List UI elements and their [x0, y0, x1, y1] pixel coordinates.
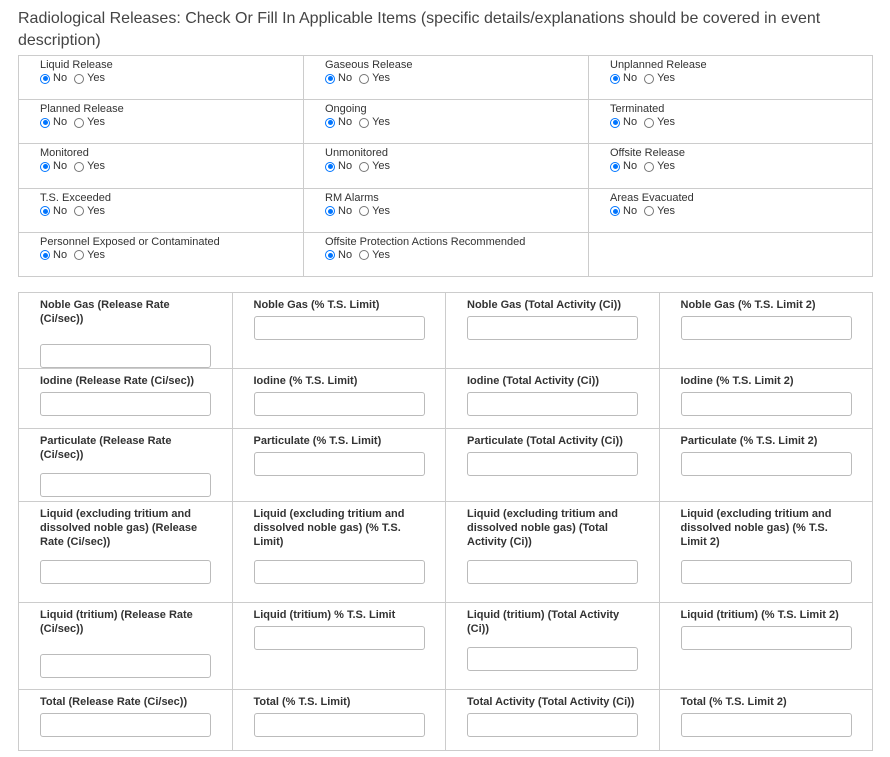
radio-no-label: No — [338, 116, 353, 129]
release-quantities-table — [18, 292, 873, 751]
field-label: Liquid (excluding tritium and dissolved noble gas) (Total Activity (Ci)) — [467, 508, 618, 548]
tritium-ts-limit-2-input[interactable] — [681, 626, 852, 650]
field-label: Noble Gas (Total Activity (Ci)) — [467, 299, 622, 311]
quantity-cell — [232, 603, 446, 690]
radio-yes-label: Yes — [657, 204, 676, 217]
radio-group — [610, 72, 872, 85]
noble-gas-ts-limit-2-input[interactable] — [681, 316, 852, 340]
radio-yes-label: Yes — [372, 204, 391, 217]
radio-no-option[interactable] — [610, 116, 637, 129]
quantity-cell — [659, 502, 873, 603]
field-label: Liquid Release — [40, 59, 113, 71]
field-label: Unplanned Release — [610, 59, 707, 71]
total-ts-limit-2-input[interactable] — [681, 713, 852, 737]
radio-group — [40, 116, 303, 129]
field-label: Planned Release — [40, 103, 124, 116]
radio-group — [40, 249, 303, 262]
radio-no-option[interactable] — [325, 160, 352, 173]
radio-no-option[interactable] — [40, 249, 67, 262]
radio-unchecked-icon[interactable] — [644, 206, 654, 216]
radio-unchecked-icon[interactable] — [74, 250, 84, 260]
radio-group — [40, 160, 303, 173]
radio-no-label: No — [338, 204, 353, 217]
radio-no-option[interactable] — [40, 72, 67, 85]
field-label: Offsite Release — [610, 147, 686, 160]
empty-cell — [589, 232, 873, 276]
release-flag-cell — [304, 100, 589, 144]
radio-yes-option[interactable] — [644, 72, 675, 85]
particulate-release-rate-input[interactable] — [40, 473, 211, 497]
radio-yes-label: Yes — [87, 72, 106, 84]
total-ts-limit-input[interactable] — [254, 713, 425, 737]
release-flag-cell — [304, 232, 589, 276]
quantity-cell — [232, 502, 446, 603]
release-flag-cell — [589, 144, 873, 188]
radio-unchecked-icon[interactable] — [359, 206, 369, 216]
field-label: Total (% T.S. Limit 2) — [680, 696, 787, 708]
field-label: Unmonitored — [325, 147, 388, 160]
radio-checked-icon[interactable] — [325, 162, 335, 172]
radio-yes-label: Yes — [87, 248, 106, 261]
radio-group — [325, 160, 588, 173]
noble-gas-ts-limit-input[interactable] — [254, 316, 425, 340]
radio-group — [325, 116, 588, 129]
radio-no-label: No — [53, 72, 68, 84]
total-release-rate-input[interactable] — [40, 713, 211, 737]
field-label: Particulate (Total Activity (Ci)) — [467, 435, 623, 447]
radio-checked-icon[interactable] — [610, 162, 620, 172]
radio-yes-option[interactable] — [359, 160, 390, 173]
radio-checked-icon[interactable] — [40, 74, 50, 84]
radio-checked-icon[interactable] — [40, 162, 50, 172]
radio-no-label: No — [53, 248, 68, 261]
radio-no-label: No — [623, 160, 638, 173]
field-label: Particulate (% T.S. Limit) — [253, 435, 382, 447]
radio-no-label: No — [338, 72, 353, 84]
field-label: Monitored — [40, 147, 89, 160]
release-flag-cell — [19, 144, 304, 188]
radio-no-option[interactable] — [40, 205, 67, 218]
radio-yes-label: Yes — [372, 248, 391, 261]
quantity-cell — [232, 429, 446, 502]
radio-no-option[interactable] — [610, 160, 637, 173]
radio-checked-icon[interactable] — [325, 74, 335, 84]
quantity-cell — [659, 690, 873, 751]
quantity-cell — [232, 690, 446, 751]
quantity-cell — [659, 369, 873, 429]
radio-yes-option[interactable] — [359, 72, 390, 85]
quantity-cell — [446, 603, 660, 690]
liquid-ts-limit-input[interactable] — [254, 560, 425, 584]
quantity-cell — [446, 293, 660, 369]
quantity-cell — [446, 369, 660, 429]
radio-checked-icon[interactable] — [40, 118, 50, 128]
total-activity-input[interactable] — [467, 713, 638, 737]
field-label: Ongoing — [325, 103, 367, 116]
radio-group — [610, 160, 872, 173]
liquid-ts-limit-2-input[interactable] — [681, 560, 852, 584]
radio-checked-icon[interactable] — [40, 250, 50, 260]
radio-yes-option[interactable] — [74, 249, 105, 262]
radio-no-option[interactable] — [325, 249, 352, 262]
radio-yes-option[interactable] — [359, 205, 390, 218]
field-label: Liquid (excluding tritium and dissolved noble gas) (Release Rate (Ci/sec)) — [40, 508, 198, 548]
field-label: Liquid (excluding tritium and dissolved noble gas) (% T.S. Limit 2) — [680, 508, 832, 548]
field-label: Noble Gas (% T.S. Limit 2) — [680, 299, 816, 311]
radio-unchecked-icon[interactable] — [644, 74, 654, 84]
quantity-cell — [659, 603, 873, 690]
iodine-ts-limit-input[interactable] — [254, 392, 425, 416]
radio-yes-label: Yes — [372, 72, 391, 84]
field-label: Total Activity (Total Activity (Ci)) — [467, 696, 635, 708]
radio-no-label: No — [623, 204, 638, 217]
field-label: Liquid (excluding tritium and dissolved noble gas) (% T.S. Limit) — [253, 508, 405, 548]
radio-no-option[interactable] — [610, 72, 637, 85]
radio-unchecked-icon[interactable] — [74, 74, 84, 84]
radio-unchecked-icon[interactable] — [644, 118, 654, 128]
radio-yes-label: Yes — [87, 160, 106, 173]
radio-no-option[interactable] — [325, 205, 352, 218]
radio-group — [610, 205, 872, 218]
radio-group — [40, 205, 303, 218]
radio-group — [610, 116, 872, 129]
radio-no-label: No — [53, 116, 68, 129]
field-label: Offsite Protection Actions Recommended — [325, 235, 526, 248]
particulate-ts-limit-2-input[interactable] — [681, 452, 852, 476]
particulate-ts-limit-input[interactable] — [254, 452, 425, 476]
release-flag-cell — [19, 232, 304, 276]
field-label: Iodine (Release Rate (Ci/sec)) — [40, 375, 195, 387]
field-label: Noble Gas (Release Rate (Ci/sec)) — [40, 299, 170, 325]
release-flag-cell — [589, 188, 873, 232]
radio-yes-label: Yes — [657, 116, 676, 129]
tritium-ts-limit-input[interactable] — [254, 626, 425, 650]
quantity-cell — [446, 690, 660, 751]
quantity-cell — [19, 429, 233, 502]
quantity-cell — [19, 603, 233, 690]
field-label: Liquid (tritium) (Release Rate (Ci/sec)) — [40, 609, 193, 635]
quantity-cell — [446, 429, 660, 502]
iodine-total-activity-input[interactable] — [467, 392, 638, 416]
field-label: Total (Release Rate (Ci/sec)) — [40, 696, 188, 708]
radio-yes-option[interactable] — [359, 249, 390, 262]
radio-checked-icon[interactable] — [325, 118, 335, 128]
field-label: Noble Gas (% T.S. Limit) — [253, 299, 380, 311]
radio-yes-option[interactable] — [644, 205, 675, 218]
radio-checked-icon[interactable] — [325, 250, 335, 260]
radio-group — [325, 249, 588, 262]
radio-no-option[interactable] — [325, 116, 352, 129]
tritium-release-rate-input[interactable] — [40, 654, 211, 678]
radio-yes-option[interactable] — [644, 116, 675, 129]
release-flag-cell — [304, 144, 589, 188]
quantity-cell — [446, 502, 660, 603]
release-flag-cell — [589, 56, 873, 100]
field-label: Personnel Exposed or Contaminated — [40, 235, 220, 248]
release-flag-cell — [589, 100, 873, 144]
field-label: Gaseous Release — [325, 59, 413, 71]
quantity-cell — [19, 369, 233, 429]
radio-checked-icon[interactable] — [325, 206, 335, 216]
field-label: Liquid (tritium) (% T.S. Limit 2) — [680, 609, 839, 621]
quantity-cell — [232, 293, 446, 369]
radio-no-label: No — [338, 248, 353, 261]
field-label: T.S. Exceeded — [40, 191, 111, 204]
radio-no-label: No — [53, 160, 68, 173]
radio-yes-option[interactable] — [644, 160, 675, 173]
noble-gas-total-activity-input[interactable] — [467, 316, 638, 340]
field-label: Iodine (Total Activity (Ci)) — [467, 375, 599, 387]
radio-no-option[interactable] — [610, 205, 637, 218]
radio-yes-option[interactable] — [359, 116, 390, 129]
radio-checked-icon[interactable] — [610, 206, 620, 216]
noble-gas-release-rate-input[interactable] — [40, 344, 211, 368]
radio-no-option[interactable] — [325, 72, 352, 85]
liquid-release-rate-input[interactable] — [40, 560, 211, 584]
radio-unchecked-icon[interactable] — [359, 250, 369, 260]
radio-no-label: No — [623, 72, 638, 84]
release-flags-table — [18, 55, 873, 277]
radio-unchecked-icon[interactable] — [644, 162, 654, 172]
radio-yes-label: Yes — [657, 160, 676, 173]
quantity-cell — [19, 293, 233, 369]
field-label: Particulate (Release Rate (Ci/sec)) — [40, 435, 172, 461]
radio-yes-label: Yes — [87, 116, 106, 129]
release-flag-cell — [19, 188, 304, 232]
radio-unchecked-icon[interactable] — [74, 206, 84, 216]
radio-group — [40, 72, 303, 85]
radio-checked-icon[interactable] — [610, 74, 620, 84]
field-label: Iodine (% T.S. Limit 2) — [680, 375, 794, 387]
field-label: RM Alarms — [325, 191, 379, 204]
radio-yes-label: Yes — [87, 204, 106, 217]
quantity-cell — [659, 293, 873, 369]
radio-yes-option[interactable] — [74, 160, 105, 173]
radio-yes-option[interactable] — [74, 116, 105, 129]
radio-yes-label: Yes — [657, 72, 676, 84]
quantity-cell — [19, 502, 233, 603]
radio-yes-label: Yes — [372, 116, 391, 129]
field-label: Liquid (tritium) % T.S. Limit — [253, 609, 396, 621]
radio-checked-icon[interactable] — [40, 206, 50, 216]
release-flag-cell — [304, 56, 589, 100]
radio-yes-option[interactable] — [74, 205, 105, 218]
radio-no-label: No — [338, 160, 353, 173]
field-label: Iodine (% T.S. Limit) — [253, 375, 358, 387]
release-flag-cell — [304, 188, 589, 232]
field-label: Terminated — [610, 103, 665, 116]
radio-unchecked-icon[interactable] — [74, 118, 84, 128]
particulate-total-activity-input[interactable] — [467, 452, 638, 476]
iodine-ts-limit-2-input[interactable] — [681, 392, 852, 416]
field-label: Areas Evacuated — [610, 191, 694, 204]
radio-yes-option[interactable] — [74, 72, 105, 85]
tritium-total-activity-input[interactable] — [467, 647, 638, 671]
radio-yes-label: Yes — [372, 160, 391, 173]
release-flag-cell — [19, 100, 304, 144]
radio-unchecked-icon[interactable] — [359, 118, 369, 128]
section-title: Radiological Releases: Check Or Fill In Applicable Items (specific details/explanations should be covered in event description) — [18, 10, 821, 49]
radio-no-label: No — [53, 204, 68, 217]
radio-no-option[interactable] — [40, 160, 67, 173]
radio-unchecked-icon[interactable] — [74, 162, 84, 172]
field-label: Particulate (% T.S. Limit 2) — [680, 435, 818, 447]
liquid-total-activity-input[interactable] — [467, 560, 638, 584]
radio-checked-icon[interactable] — [610, 118, 620, 128]
iodine-release-rate-input[interactable] — [40, 392, 211, 416]
radio-no-option[interactable] — [40, 116, 67, 129]
quantity-cell — [659, 429, 873, 502]
quantity-cell — [232, 369, 446, 429]
release-flag-cell — [19, 56, 304, 100]
field-label: Total (% T.S. Limit) — [253, 696, 351, 708]
quantity-cell — [19, 690, 233, 751]
radio-unchecked-icon[interactable] — [359, 74, 369, 84]
radio-no-label: No — [623, 116, 638, 129]
radio-group — [325, 205, 588, 218]
radio-group — [325, 72, 588, 85]
field-label: Liquid (tritium) (Total Activity (Ci)) — [467, 609, 620, 635]
radio-unchecked-icon[interactable] — [359, 162, 369, 172]
